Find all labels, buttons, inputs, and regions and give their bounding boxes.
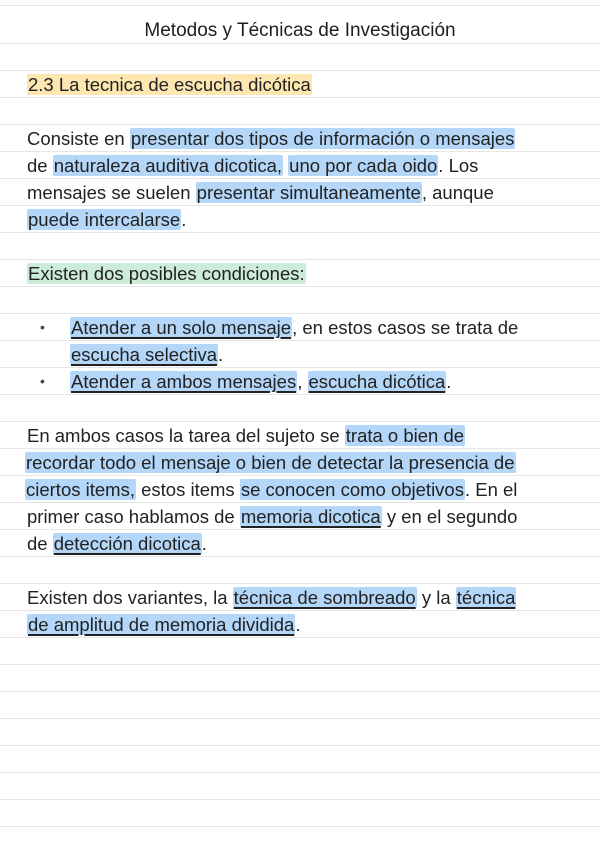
text-span: de [27, 533, 53, 554]
text-span: . [446, 371, 452, 392]
highlight-span: presentar simultaneamente [196, 182, 421, 203]
text-span: . En el [464, 479, 518, 500]
text-span: y en el segundo [381, 506, 518, 527]
text-span: . [295, 614, 301, 635]
highlight-span: puede intercalarse [28, 209, 181, 230]
paragraph-2-line-1 [27, 422, 465, 449]
paragraph-3-line-1 [27, 584, 516, 611]
highlight-span: memoria dicotica [240, 506, 381, 527]
text-span: y la [416, 587, 456, 608]
paragraph-2-line-5 [27, 530, 207, 557]
highlight-span: detección dicotica [53, 533, 201, 554]
paragraph-1-line-4 [27, 206, 186, 233]
bullet-point-icon: • [40, 319, 45, 335]
text-span: , en estos casos se trata de [292, 317, 519, 338]
highlight-span: escucha selectiva [71, 344, 218, 365]
text-span: estos items [135, 479, 240, 500]
bullet-point-icon: • [40, 373, 45, 389]
bullet-1-line-2 [70, 341, 223, 368]
paragraph-1-line-2 [27, 152, 478, 179]
text-span: . [218, 344, 224, 365]
highlight-span: escucha dicótica [308, 371, 446, 392]
highlight-span: ciertos items, [26, 479, 135, 500]
conditions-heading-text: Existen dos posibles condiciones: [28, 263, 305, 284]
paragraph-2-line-3 [25, 476, 517, 503]
paragraph-2-line-4 [27, 503, 517, 530]
highlight-span: Atender a ambos mensajes [71, 371, 297, 392]
highlight-span: recordar todo el mensaje o bien de detectar la presencia de [26, 452, 515, 473]
highlight-span: trata o bien de [345, 425, 465, 446]
text-span: de [27, 155, 53, 176]
highlight-span: técnica de sombreado [233, 587, 416, 608]
conditions-heading [27, 260, 306, 287]
text-span: Existen dos variantes, la [27, 587, 233, 608]
highlight-span: se conocen como objetivos [240, 479, 464, 500]
text-span: , aunque [421, 182, 494, 203]
text-span: . [181, 209, 187, 230]
highlight-span: técnica [456, 587, 516, 608]
text-span: . [201, 533, 207, 554]
page-title: Metodos y Técnicas de Investigación [144, 20, 456, 41]
highlight-span: uno por cada oido [289, 155, 438, 176]
section-heading [27, 71, 312, 98]
text-span: mensajes se suelen [27, 182, 196, 203]
paragraph-3-line-2 [27, 611, 300, 638]
text-span: . Los [438, 155, 479, 176]
bullet-2-line-1 [70, 368, 451, 395]
paragraph-1-line-3 [27, 179, 494, 206]
highlight-span: naturaleza auditiva dicotica, [53, 155, 283, 176]
text-span: Consiste en [27, 128, 130, 149]
paragraph-1-line-1 [27, 125, 515, 152]
highlight-span: presentar dos tipos de información o mensajes [130, 128, 515, 149]
paragraph-2-line-2 [25, 449, 516, 476]
text-span: primer caso hablamos de [27, 506, 240, 527]
section-heading-text: 2.3 La tecnica de escucha dicótica [28, 74, 311, 95]
bullet-1-line-1 [70, 314, 518, 341]
text-span: En ambos casos la tarea del sujeto se [27, 425, 345, 446]
text-span: , [297, 371, 308, 392]
highlight-span: Atender a un solo mensaje [71, 317, 292, 338]
highlight-span: de amplitud de memoria dividida [28, 614, 295, 635]
